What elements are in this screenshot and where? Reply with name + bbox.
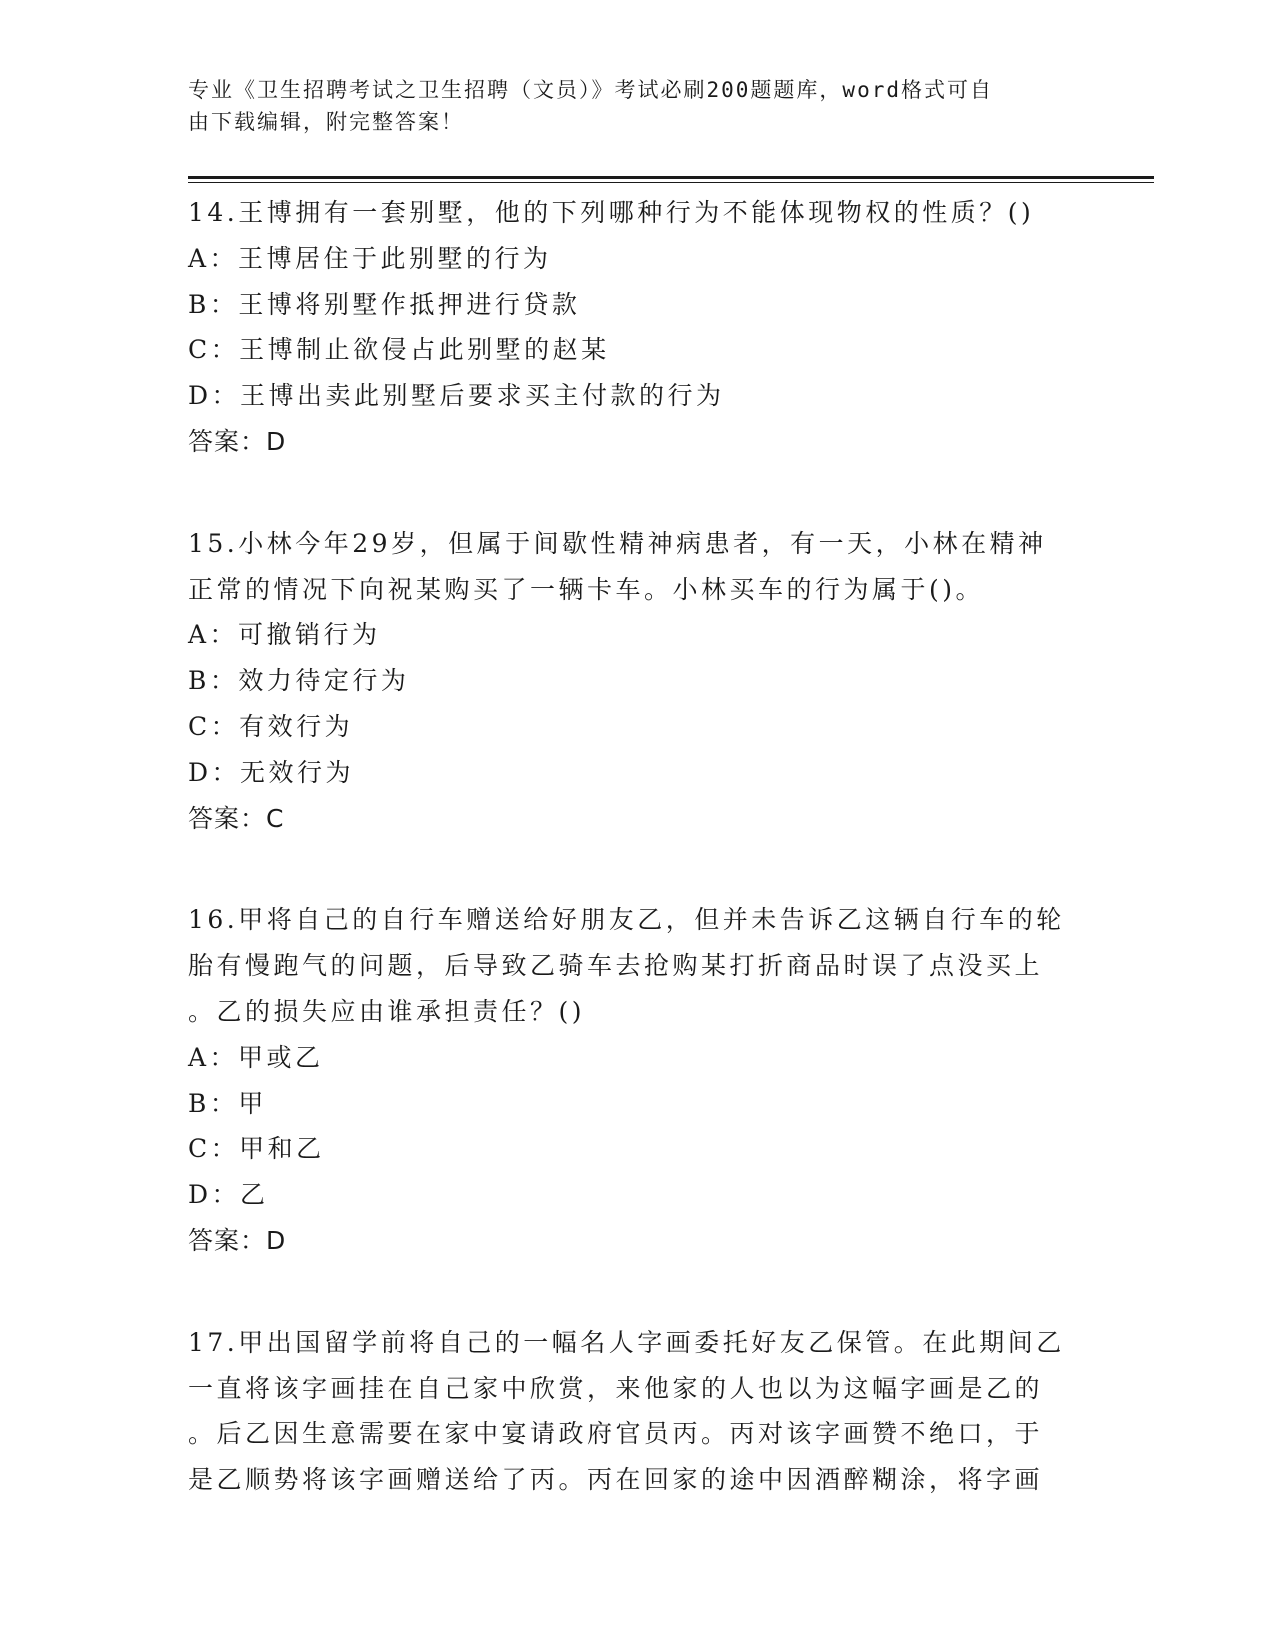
document-header bbox=[188, 74, 1078, 138]
option-b: B：效力待定行为 bbox=[188, 666, 410, 696]
option-b: B：甲 bbox=[188, 1088, 267, 1118]
option-a: A：可撤销行为 bbox=[188, 620, 381, 650]
option-c: C：有效行为 bbox=[188, 711, 354, 741]
question-text: 一直将该字画挂在自己家中欣赏，来他家的人也以为这幅字画是乙的 bbox=[188, 1373, 1044, 1403]
option-d: D：无效行为 bbox=[188, 757, 355, 787]
header-line-2: 由下载编辑，附完整答案！ bbox=[188, 110, 464, 134]
option-a: A：王博居住于此别墅的行为 bbox=[188, 243, 552, 273]
option-d: D：王博出卖此别墅后要求买主付款的行为 bbox=[188, 381, 725, 411]
question-16 bbox=[188, 897, 1088, 1263]
question-text: 14.王博拥有一套别墅，他的下列哪种行为不能体现物权的性质？() bbox=[188, 198, 1035, 227]
question-text: 15.小林今年29岁，但属于间歇性精神病患者，有一天，小林在精神 bbox=[188, 528, 1047, 558]
question-text: 。后乙因生意需要在家中宴请政府官员丙。丙对该字画赞不绝口，于 bbox=[188, 1419, 1044, 1449]
question-text: 是乙顺势将该字画赠送给了丙。丙在回家的途中因酒醉糊涂，将字画 bbox=[188, 1465, 1044, 1495]
header-line-1: 专业《卫生招聘考试之卫生招聘（文员）》考试必刷200题题库，word格式可自 bbox=[188, 78, 993, 102]
question-14 bbox=[188, 190, 1088, 465]
answer: 答案：D bbox=[188, 426, 287, 456]
answer: 答案：D bbox=[188, 1225, 287, 1255]
question-text: 正常的情况下向祝某购买了一辆卡车。小林买车的行为属于()。 bbox=[188, 574, 985, 604]
header-divider-thick bbox=[188, 176, 1154, 179]
question-text: 16.甲将自己的自行车赠送给好朋友乙，但并未告诉乙这辆自行车的轮 bbox=[188, 905, 1065, 935]
question-text: 胎有慢跑气的问题，后导致乙骑车去抢购某打折商品时误了点没买上 bbox=[188, 951, 1044, 981]
question-list bbox=[188, 190, 1088, 1559]
question-15 bbox=[188, 521, 1088, 842]
question-text: 。乙的损失应由谁承担责任？() bbox=[188, 996, 586, 1026]
option-b: B：王博将别墅作抵押进行贷款 bbox=[188, 289, 581, 319]
question-17 bbox=[188, 1320, 1088, 1503]
header-divider-thin bbox=[188, 182, 1154, 183]
option-d: D：乙 bbox=[188, 1180, 269, 1210]
question-text: 17.甲出国留学前将自己的一幅名人字画委托好友乙保管。在此期间乙 bbox=[188, 1327, 1065, 1357]
answer: 答案：C bbox=[188, 803, 285, 833]
option-c: C：甲和乙 bbox=[188, 1134, 325, 1164]
option-a: A：甲或乙 bbox=[188, 1042, 324, 1072]
option-c: C：王博制止欲侵占此别墅的赵某 bbox=[188, 335, 610, 365]
